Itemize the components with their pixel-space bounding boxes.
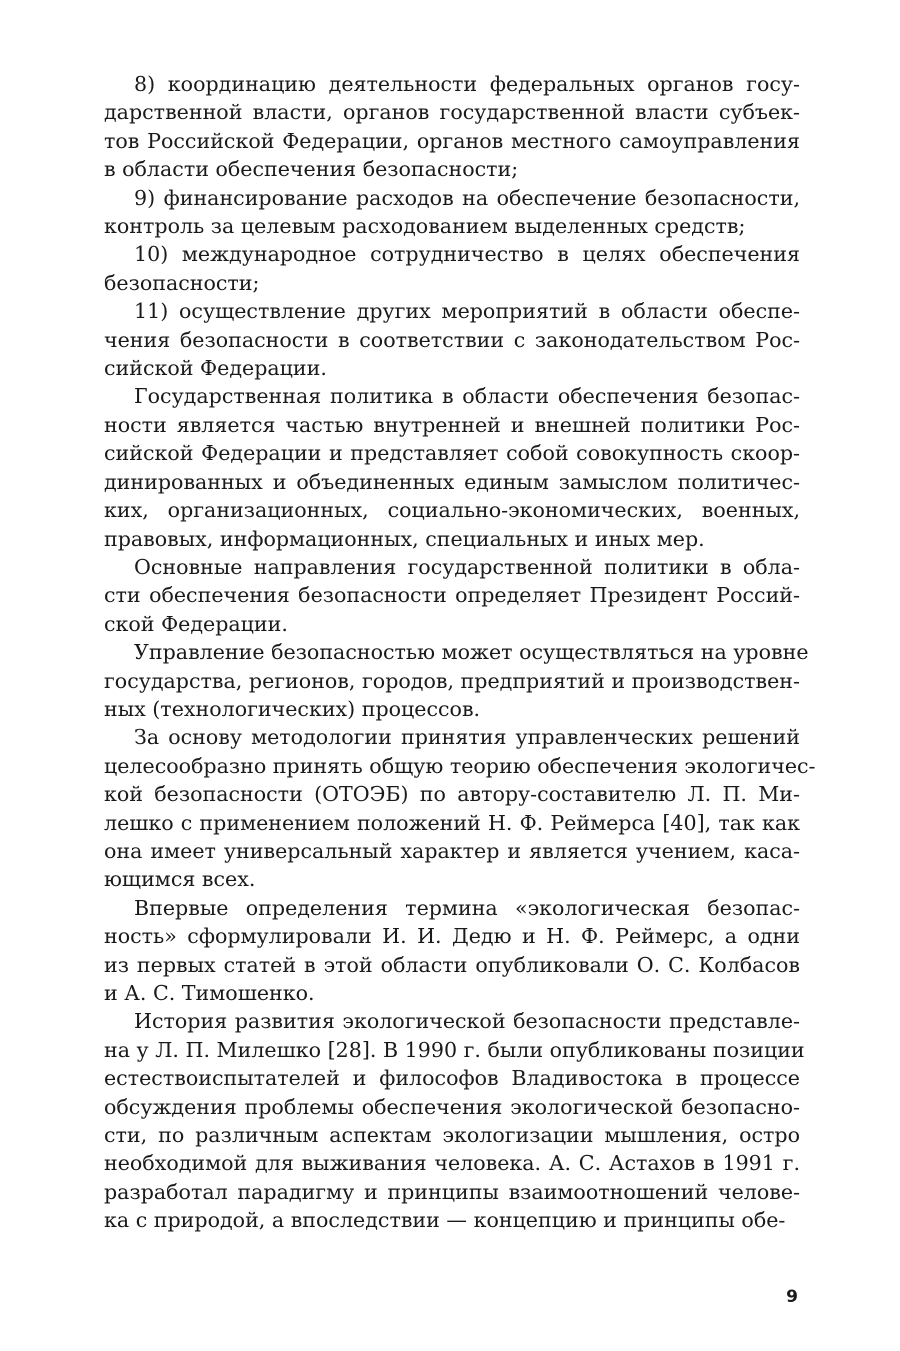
text-line: История развития экологической безопасности представле- xyxy=(134,1009,800,1034)
text-line: ность» сформулировали И. И. Дедю и Н. Ф. Реймерс, а одни xyxy=(104,924,800,949)
paragraph-item-8 xyxy=(104,70,800,184)
text-line: ких, организационных, социально-экономических, военных, xyxy=(104,498,800,523)
text-line: ных (технологических) процессов. xyxy=(104,696,481,721)
text-line: тов Российской Федерации, органов местного самоуправления xyxy=(104,128,800,153)
text-line: Государственная политика в области обеспечения безопас- xyxy=(134,384,800,409)
text-line: обсуждения проблемы обеспечения экологической безопасно- xyxy=(104,1094,800,1119)
text-line: 10) международное сотрудничество в целях обеспечения xyxy=(134,242,800,267)
paragraph-management-levels xyxy=(104,638,809,723)
text-line: разработал парадигму и принципы взаимоотношений челове- xyxy=(104,1179,800,1204)
text-line: она имеет универсальный характер и является учением, каса- xyxy=(104,838,800,863)
text-line: сийской Федерации. xyxy=(104,356,327,381)
text-line: За основу методологии принятия управленческих решений xyxy=(134,725,800,750)
text-line: сти обеспечения безопасности определяет Президент Россий- xyxy=(104,583,800,608)
text-line: кой безопасности (ОТОЭБ) по автору-составителю Л. П. Ми- xyxy=(104,782,800,807)
text-line: динированных и объединенных единым замыслом политичес- xyxy=(104,469,800,494)
text-line: чения безопасности в соответствии с законодательством Рос- xyxy=(104,327,800,352)
text-line: ющимся всех. xyxy=(104,867,256,892)
text-line: контроль за целевым расходованием выделенных средств; xyxy=(104,214,746,239)
text-line: естествоиспытателей и философов Владивостока в процессе xyxy=(104,1066,800,1091)
text-line: и А. С. Тимошенко. xyxy=(104,981,315,1005)
text-line: безопасности; xyxy=(104,270,260,295)
paragraph-item-9 xyxy=(104,184,800,241)
text-line: Управление безопасностью может осуществляться на уровне xyxy=(134,640,809,665)
text-line: ности является частью внутренней и внешней политики Рос- xyxy=(104,412,800,437)
text-line: ской Федерации. xyxy=(104,611,288,636)
text-line: из первых статей в этой области опубликовали О. С. Колбасов xyxy=(104,952,800,977)
paragraph-state-policy xyxy=(104,382,800,552)
text-line: правовых, информационных, специальных и иных мер. xyxy=(104,526,705,551)
text-line: Впервые определения термина «экологическая безопас- xyxy=(134,895,800,920)
paragraph-methodology xyxy=(104,723,816,893)
text-line: сти, по различным аспектам экологизации мышления, остро xyxy=(104,1123,800,1148)
text-line: ка с природой, а впоследствии — концепцию и принципы обе- xyxy=(104,1208,786,1233)
page-number: 9 xyxy=(786,1287,798,1307)
paragraph-first-definitions xyxy=(104,894,800,1008)
text-line: необходимой для выживания человека. А. С. Астахов в 1991 г. xyxy=(104,1151,800,1176)
paragraph-item-11 xyxy=(104,297,800,382)
text-line: сийской Федерации и представляет собой совокупность скоор- xyxy=(104,441,800,466)
text-line: 8) координацию деятельности федеральных органов госу- xyxy=(134,72,800,96)
body-text xyxy=(104,70,816,1235)
text-line: 9) финансирование расходов на обеспечение безопасности, xyxy=(134,185,800,210)
text-line: государства, регионов, городов, предприятий и производствен- xyxy=(104,668,800,693)
text-line: целесообразно принять общую теорию обеспечения экологичес- xyxy=(104,753,816,778)
text-line: лешко с применением положений Н. Ф. Реймерса [40], так как xyxy=(104,810,800,835)
paragraph-main-directions xyxy=(104,553,800,638)
text-line: на у Л. П. Милешко [28]. В 1990 г. были опубликованы позиции xyxy=(104,1037,805,1062)
paragraph-item-10 xyxy=(104,240,800,297)
text-line: Основные направления государственной политики в обла- xyxy=(134,554,800,579)
text-line: дарственной власти, органов государственной власти субъек- xyxy=(104,100,800,125)
text-line: 11) осуществление других мероприятий в области обеспе- xyxy=(134,299,800,324)
paragraph-history xyxy=(104,1007,805,1234)
text-line: в области обеспечения безопасности; xyxy=(104,157,519,182)
